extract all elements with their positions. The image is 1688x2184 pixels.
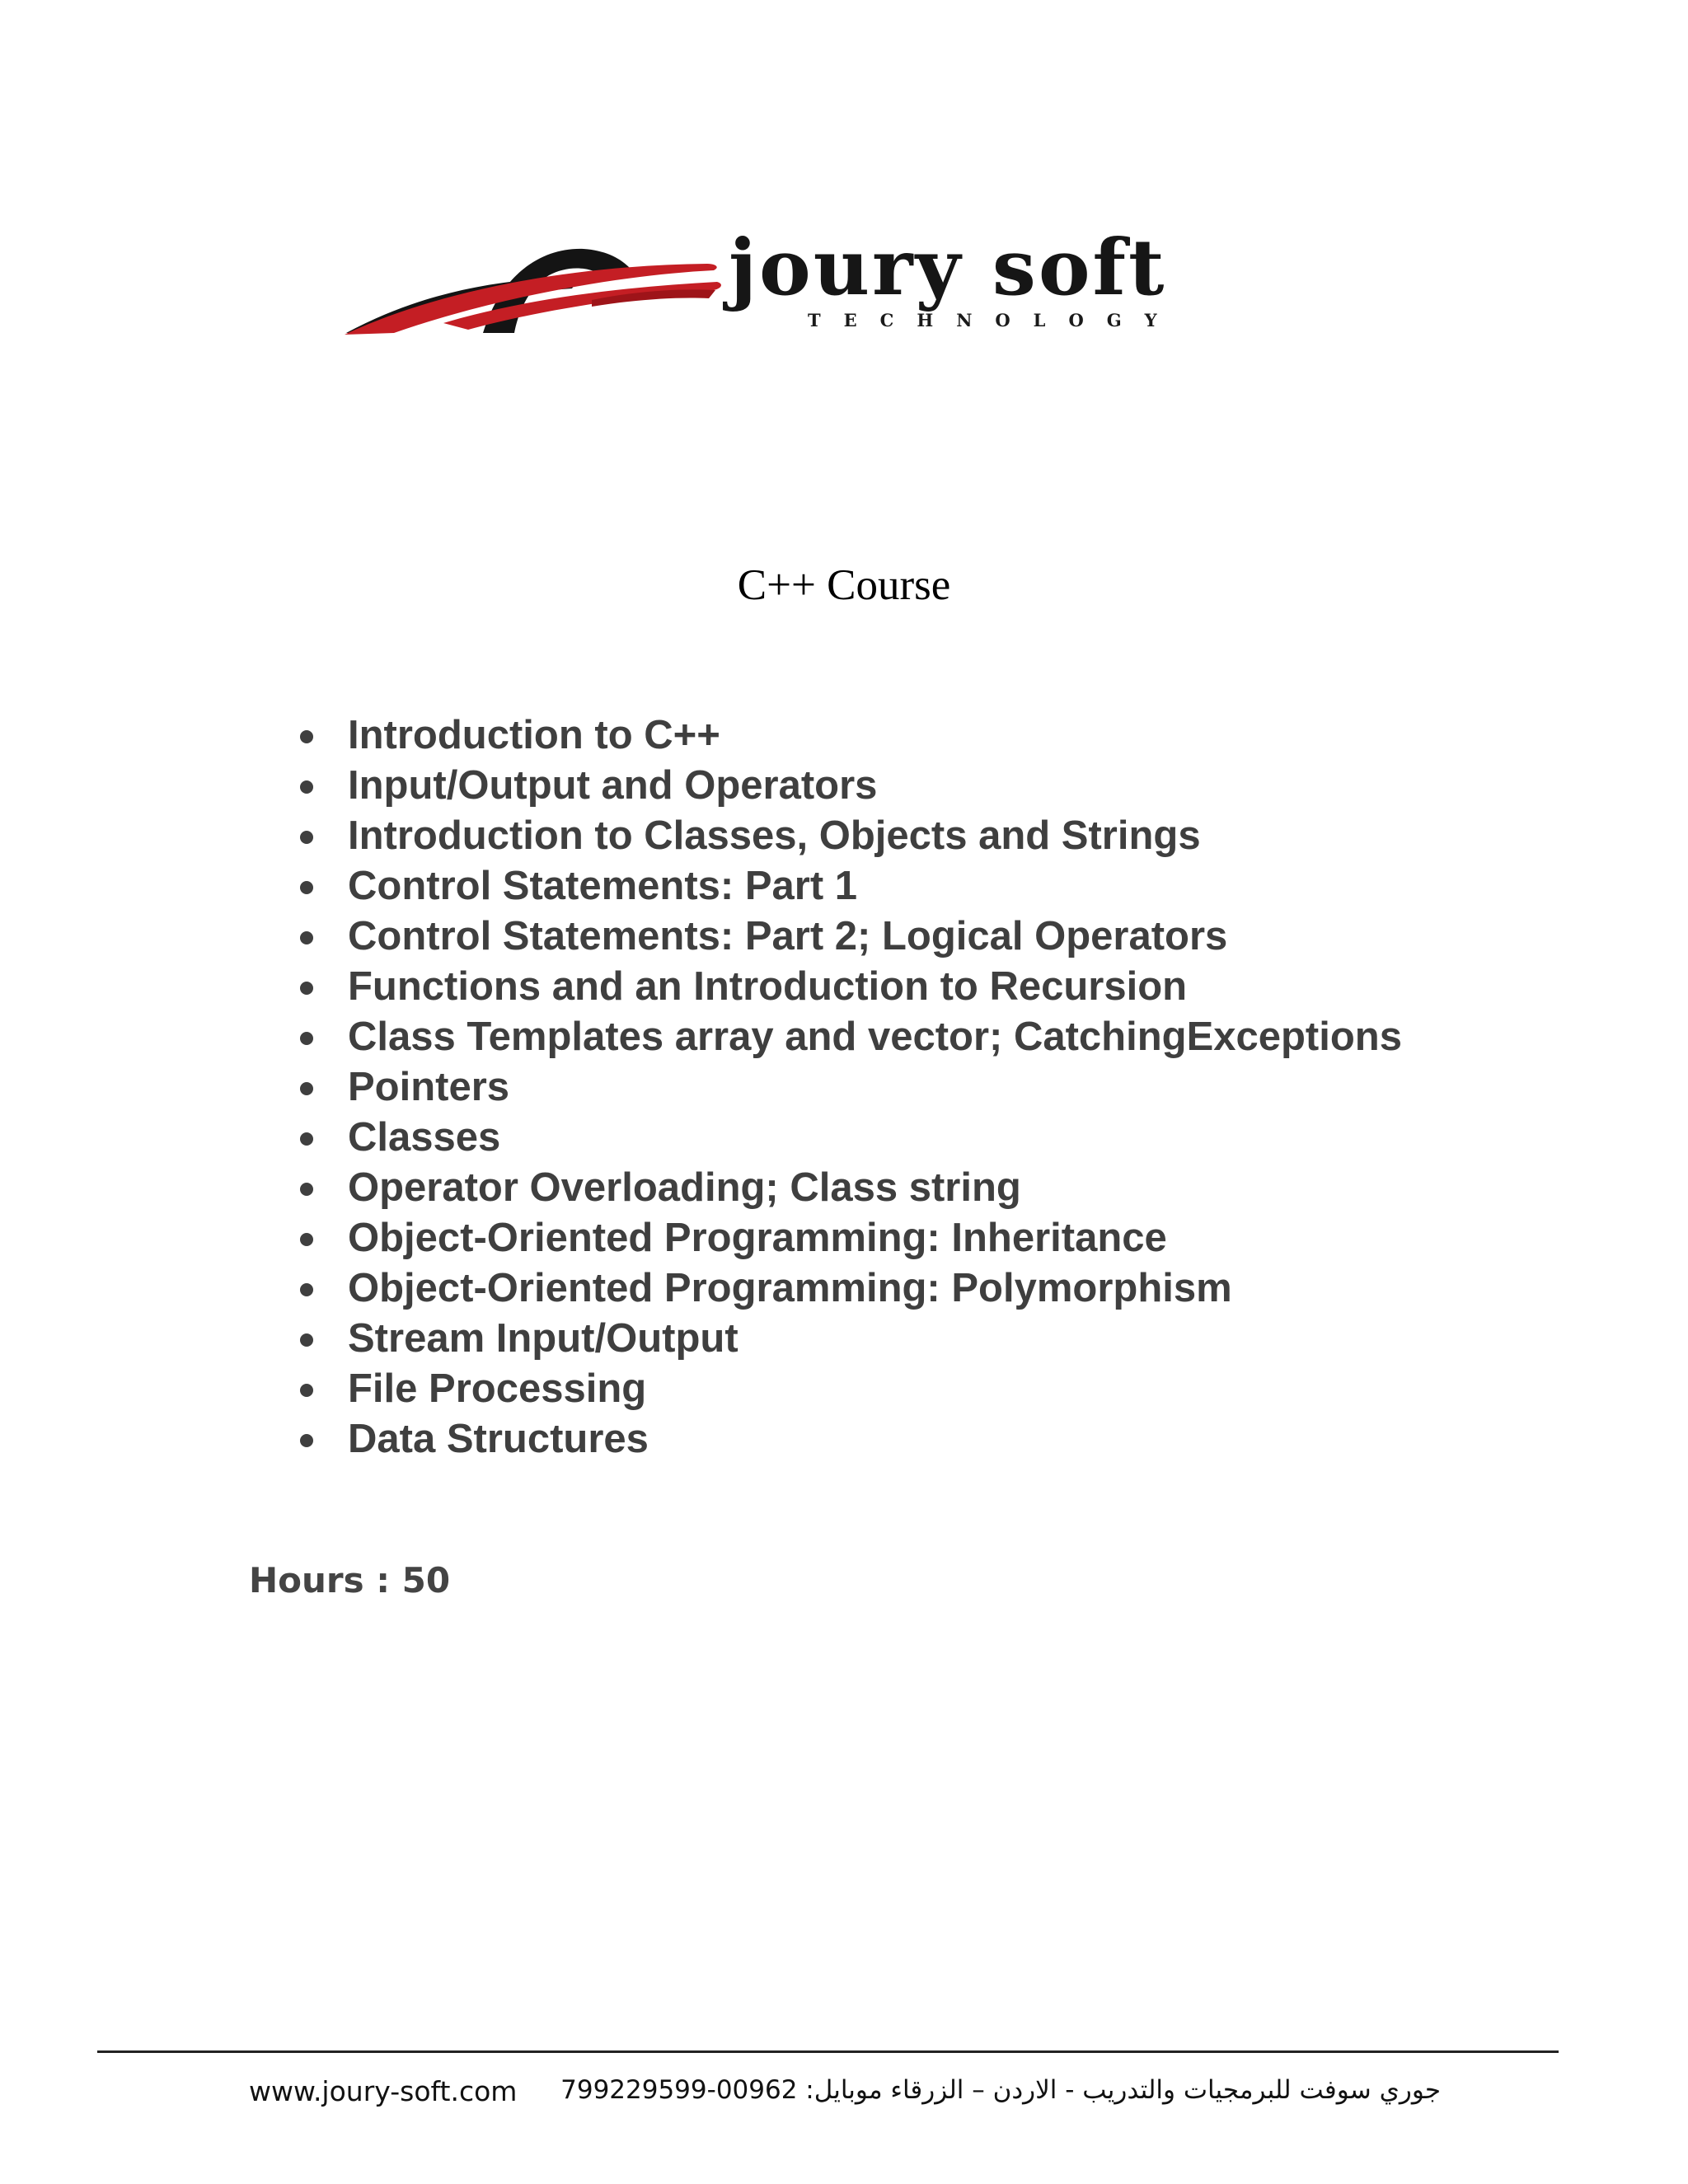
swoosh-emblem-icon — [345, 241, 724, 338]
bullet-icon — [300, 1333, 313, 1347]
list-item — [348, 1213, 1502, 1263]
list-item — [348, 912, 1502, 962]
bullet-icon — [300, 831, 313, 844]
bullet-icon — [300, 1032, 313, 1045]
bullet-icon — [300, 1283, 313, 1296]
topic-label: Functions and an Introduction to Recursion — [348, 964, 1188, 1009]
topic-label: Operator Overloading; Class string — [348, 1165, 1021, 1210]
list-item — [348, 1113, 1502, 1163]
topic-label: Introduction to Classes, Objects and Strings — [348, 813, 1201, 858]
list-item — [348, 861, 1502, 912]
bullet-icon — [300, 1082, 313, 1095]
page-title: C++ Course — [737, 561, 951, 609]
topic-label: File Processing — [348, 1366, 647, 1411]
topic-label: Pointers — [348, 1065, 510, 1109]
joury-soft-logo — [345, 223, 1360, 338]
topic-label: Object-Oriented Programming: Polymorphism — [348, 1266, 1232, 1310]
list-item — [348, 962, 1502, 1012]
bullet-icon — [300, 1233, 313, 1246]
bullet-icon — [300, 1384, 313, 1397]
list-item — [348, 811, 1502, 861]
list-item — [348, 1012, 1502, 1062]
list-item — [348, 1163, 1502, 1213]
bullet-icon — [300, 931, 313, 944]
topic-label: Input/Output and Operators — [348, 763, 878, 808]
bullet-icon — [300, 1132, 313, 1146]
list-item — [348, 1314, 1502, 1364]
logo-tagline: TECHNOLOGY — [808, 310, 1180, 330]
course-topics-list — [348, 710, 1502, 1465]
footer-divider — [97, 2050, 1559, 2053]
footer-contact-info: جوري سوفت للبرمجيات والتدريب - الاردن – الزرقاء موبايل: 00962-799229599 — [560, 2075, 1441, 2105]
list-item — [348, 710, 1502, 761]
bullet-icon — [300, 1183, 313, 1196]
topic-label: Control Statements: Part 2; Logical Operators — [348, 914, 1228, 958]
topic-label: Control Statements: Part 1 — [348, 864, 858, 908]
bullet-icon — [300, 780, 313, 794]
topic-label: Class Templates array and vector; CatchingExceptions — [348, 1015, 1402, 1059]
bullet-icon — [300, 982, 313, 995]
topic-label: Classes — [348, 1115, 501, 1160]
bullet-icon — [300, 881, 313, 894]
footer-website: www.joury-soft.com — [249, 2075, 518, 2107]
topic-label: Data Structures — [348, 1417, 649, 1461]
logo-brand-name: joury soft — [729, 223, 1167, 313]
list-item — [348, 1062, 1502, 1113]
bullet-icon — [300, 1434, 313, 1447]
list-item — [348, 1263, 1502, 1314]
course-hours: Hours : 50 — [249, 1560, 451, 1601]
list-item — [348, 1414, 1502, 1465]
topic-label: Object-Oriented Programming: Inheritance — [348, 1216, 1167, 1260]
list-item — [348, 1364, 1502, 1414]
list-item — [348, 761, 1502, 811]
bullet-icon — [300, 730, 313, 743]
topic-label: Introduction to C++ — [348, 713, 720, 757]
topic-label: Stream Input/Output — [348, 1316, 738, 1361]
